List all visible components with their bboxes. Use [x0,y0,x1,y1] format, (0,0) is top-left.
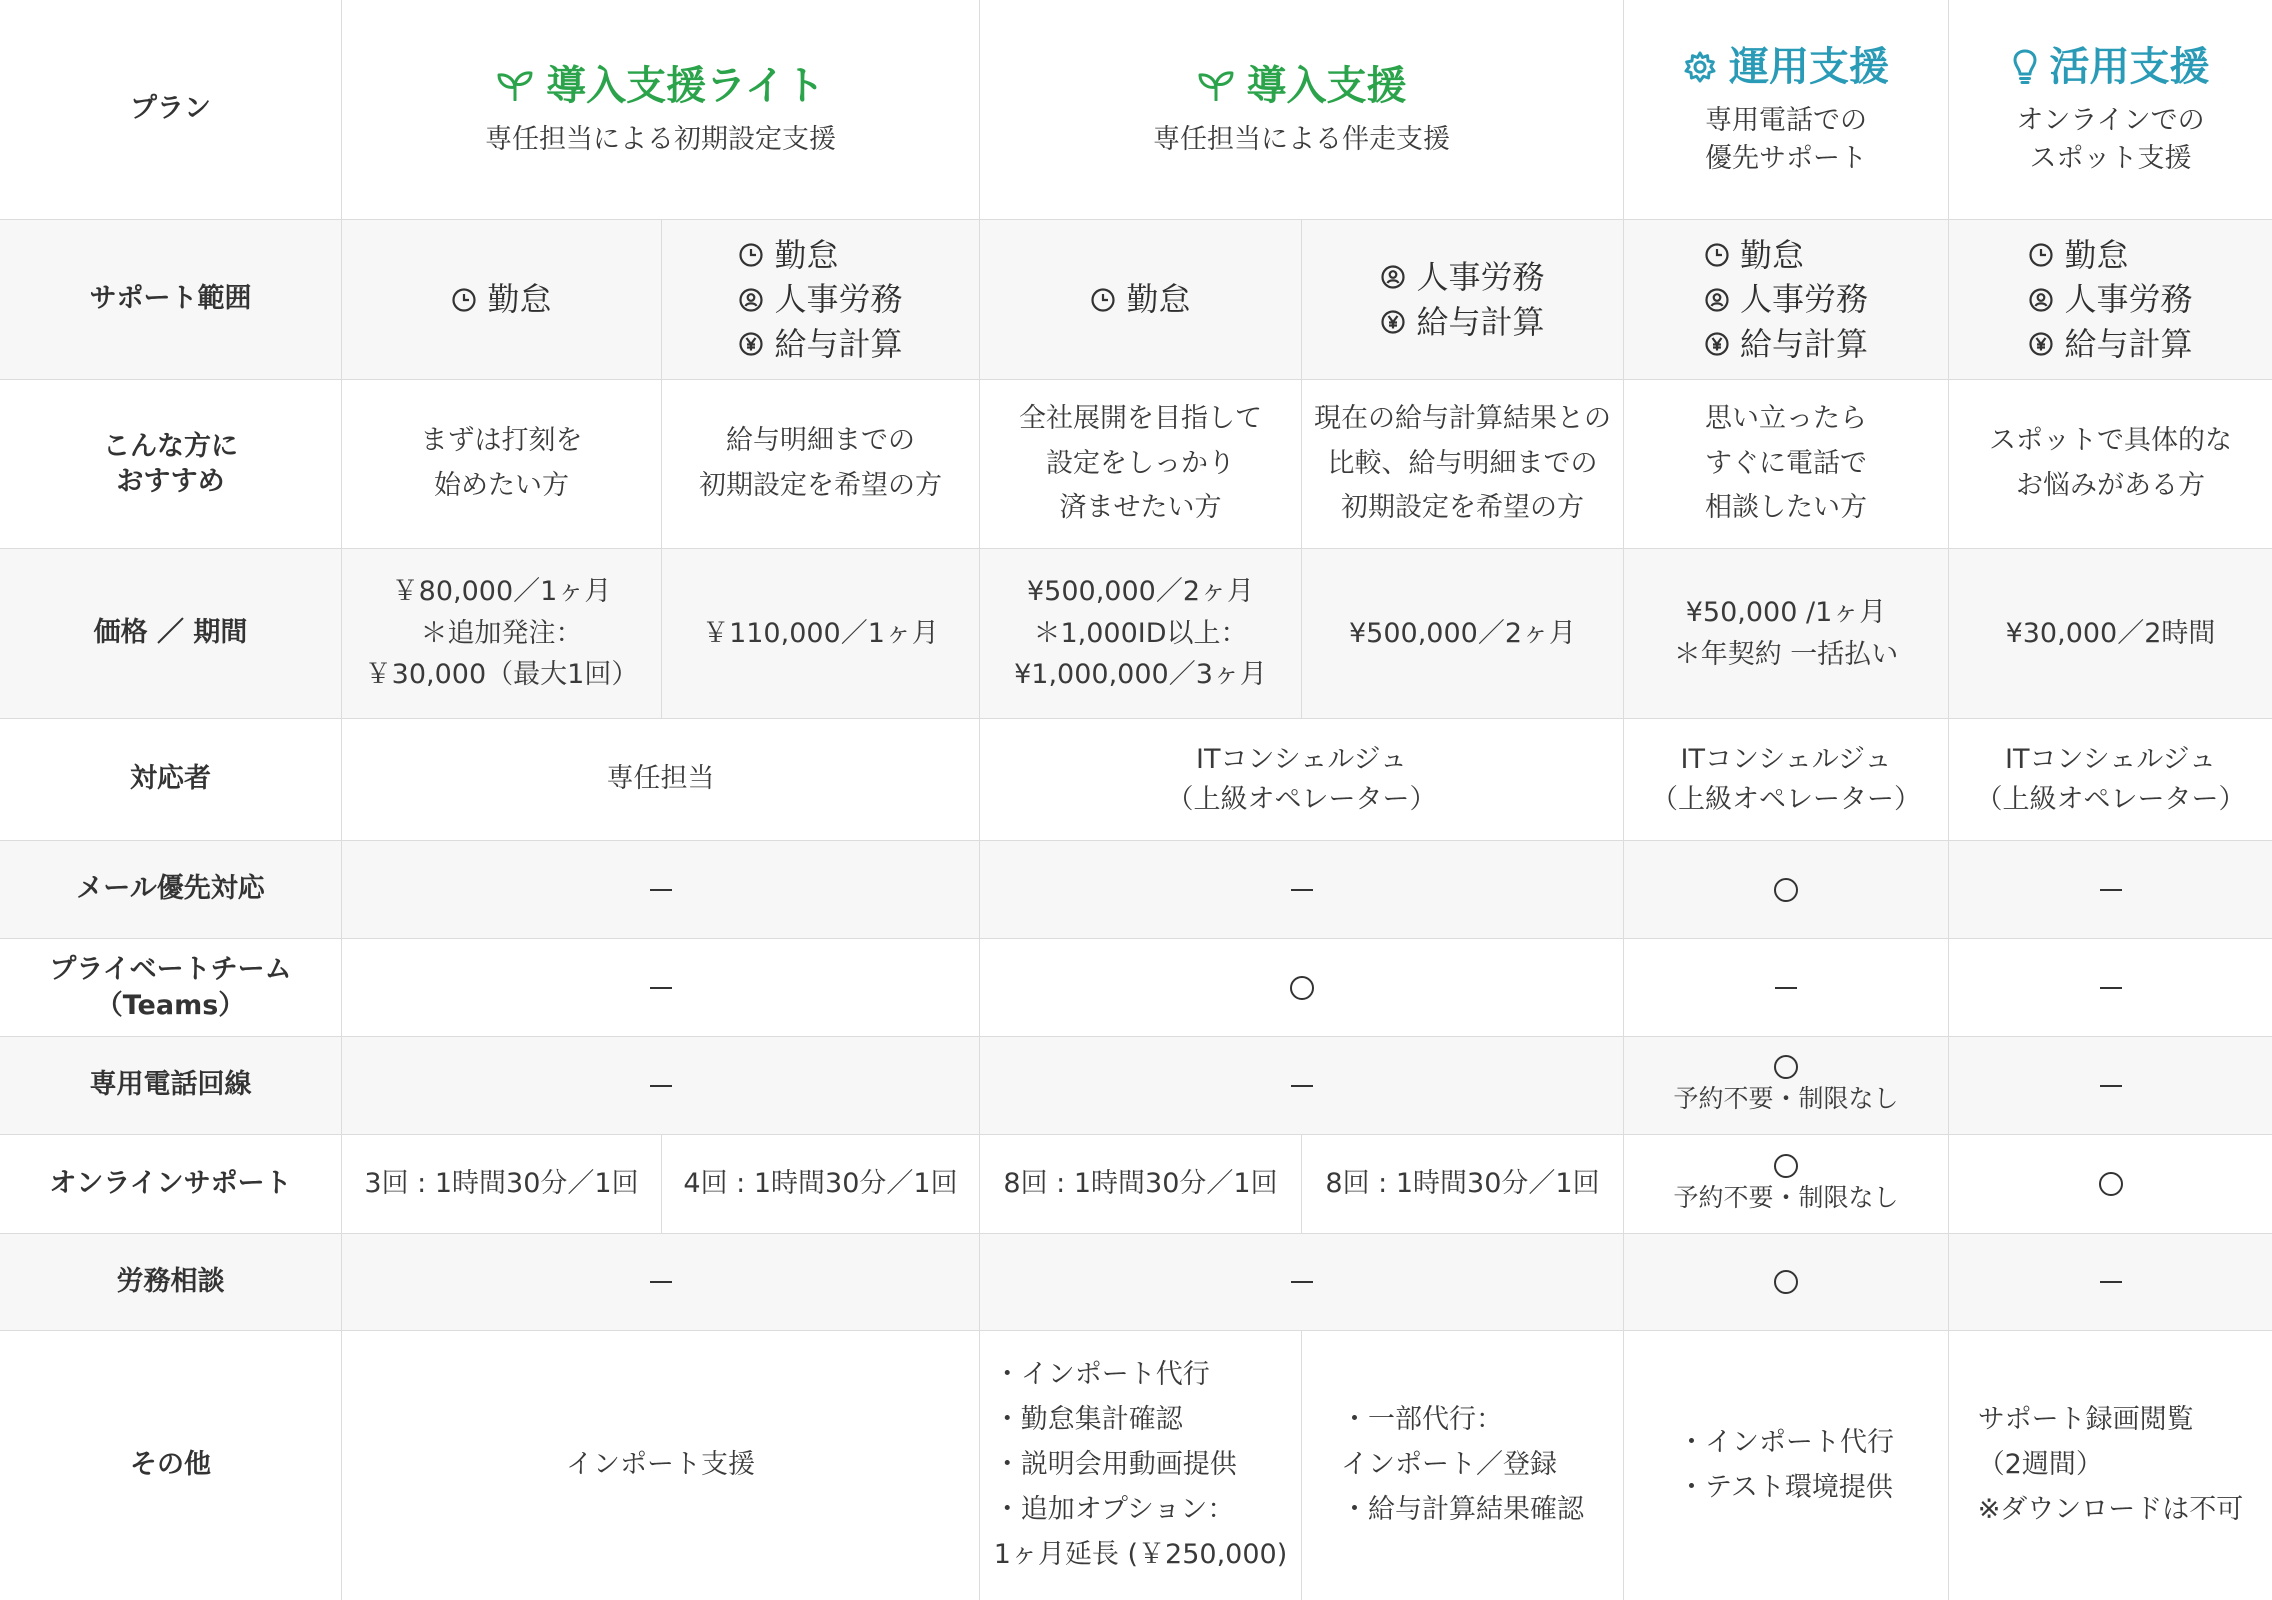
row-header-online-label: オンラインサポート [49,1167,292,1199]
plan-name: 導入支援 [1246,62,1407,109]
row-header-price-label: 価格 ／ 期間 [93,617,248,649]
other-line: インポート／登録 [1341,1449,1557,1481]
yen-icon [2028,331,2054,357]
recommend-line: 思い立ったら [1705,403,1867,435]
row-header-line: プライベートチーム [49,954,292,986]
responder-cell-utilization [1949,719,2272,841]
other-cell-intro-a [980,1331,1302,1600]
teams-cell-lite [342,939,980,1037]
plan-name: 導入支援ライト [546,62,825,109]
recommend-cell-utilization [1949,380,2272,549]
teams-cell-utilization [1949,939,2272,1037]
row-header-line: おすすめ [116,466,225,497]
recommend-cell-lite-a [342,380,662,549]
row-header-phone [0,1037,342,1135]
unavailable-dash [1291,1085,1313,1087]
person-icon [1380,264,1406,290]
responder-line: ITコンシェルジュ [1195,744,1408,776]
scope-label: 人事労務 [774,280,903,319]
clock-icon [451,287,477,313]
other-line: 1ヶ月延長 (￥250,000) [993,1538,1288,1570]
scope-item-attendance [1090,277,1190,321]
scope-label: 人事労務 [2064,280,2193,319]
scope-item-payroll [1704,322,1868,366]
scope-label: 勤怠 [774,236,839,275]
row-header-line: （Teams） [95,989,246,1021]
other-line: ※ダウンロードは不可 [1977,1493,2244,1525]
price-line: ＊1,000ID以上： [1033,617,1248,649]
scope-item-payroll [1380,300,1544,344]
person-icon [2028,287,2054,313]
gear-icon [1683,50,1717,84]
scope-item-hr [1704,277,1868,321]
row-header-responder-label: 対応者 [130,763,211,795]
row-header-phone-label: 専用電話回線 [89,1069,252,1101]
recommend-line: 全社展開を目指して [1019,403,1262,435]
recommend-line: 済ませたい方 [1059,492,1222,524]
recommend-line: 給与明細までの [726,425,915,457]
plan-description [2016,102,2204,178]
available-circle [1290,976,1314,1000]
recommend-line: まずは打刻を [420,425,583,457]
recommend-cell-operation [1624,380,1949,549]
labor-cell-utilization [1949,1234,2272,1331]
plan-title-utilization [2012,42,2210,92]
scope-label: 勤怠 [2064,236,2129,275]
teams-cell-operation [1624,939,1949,1037]
other-line: ・説明会用動画提供 [993,1449,1237,1481]
mail-cell-intro [980,841,1624,939]
phone-cell-lite [342,1037,980,1135]
other-line: ・インポート代行 [993,1359,1210,1391]
yen-icon [738,331,764,357]
scope-label: 人事労務 [1416,258,1545,297]
person-icon [1704,287,1730,313]
responder-line: （上級オペレーター） [1166,783,1437,815]
teams-cell-intro [980,939,1624,1037]
mail-cell-lite [342,841,980,939]
other-line: ・一部代行： [1341,1404,1503,1436]
other-line: インポート支援 [566,1449,755,1481]
row-header-labor [0,1234,342,1331]
scope-label: 給与計算 [774,324,903,363]
recommend-line: 現在の給与計算結果との [1314,403,1611,435]
recommend-line: 相談したい方 [1705,492,1867,524]
other-cell-intro-b [1302,1331,1624,1600]
price-line: ¥500,000／2ヶ月 [1026,575,1254,607]
recommend-cell-intro-a [980,380,1302,549]
row-header-scope-label: サポート範囲 [89,283,252,315]
scope-item-attendance [2028,233,2128,277]
available-circle [1774,1154,1798,1178]
other-cell-operation [1624,1331,1949,1600]
plan-title-intro-lite [496,61,825,111]
yen-icon [1380,309,1406,335]
responder-line: ITコンシェルジュ [1680,744,1892,776]
recommend-line: 初期設定を希望の方 [699,470,942,501]
sprout-icon [496,71,534,101]
price-line: ￥30,000（最大1回） [364,659,639,691]
scope-cell-intro-a [980,220,1302,380]
row-header-teams [0,939,342,1037]
unavailable-dash [2100,1281,2122,1283]
scope-item-payroll [2028,322,2192,366]
responder-cell-operation [1624,719,1949,841]
row-header-labor-label: 労務相談 [116,1265,225,1297]
unavailable-dash [650,1085,672,1087]
row-header-responder [0,719,342,841]
unavailable-dash [650,1281,672,1283]
recommend-line: 比較、給与明細までの [1327,447,1598,479]
row-header-online [0,1135,342,1234]
plan-description: 専任担当による初期設定支援 [485,123,836,155]
scope-item-hr [1380,255,1544,299]
scope-item-payroll [738,322,902,366]
row-header-mail-label: メール優先対応 [76,873,265,905]
responder-line: 専任担当 [606,763,715,795]
recommend-cell-lite-b [662,380,980,549]
available-circle [1774,1270,1798,1294]
scope-label: 勤怠 [1126,280,1191,319]
other-line: サポート録画閲覧 [1977,1404,2194,1436]
scope-item-attendance [451,277,551,321]
other-line: ・給与計算結果確認 [1341,1493,1584,1525]
responder-cell-lite [342,719,980,841]
unavailable-dash [2100,1085,2122,1087]
unavailable-dash [650,889,672,891]
online-value: 3回 : 1時間30分／1回 [364,1167,639,1199]
online-cell-operation [1624,1135,1949,1234]
scope-label: 給与計算 [1416,302,1545,341]
recommend-cell-intro-b [1302,380,1624,549]
plan-header-operation [1624,0,1949,220]
online-value: 8回 : 1時間30分／1回 [1325,1167,1600,1199]
scope-label: 給与計算 [2064,324,2193,363]
plan-header-intro [980,0,1624,220]
online-value: 8回 : 1時間30分／1回 [1003,1167,1278,1199]
scope-item-hr [738,277,902,321]
phone-note: 予約不要・制限なし [1673,1084,1899,1114]
recommend-line: スポットで具体的な [1989,425,2232,457]
other-line: ・テスト環境提供 [1678,1471,1893,1503]
plan-name: 活用支援 [2049,43,2210,90]
labor-cell-lite [342,1234,980,1331]
plan-description-line: オンラインでの [2016,104,2205,136]
clock-icon [738,242,764,268]
price-cell-utilization [1949,549,2272,719]
price-line: ＊追加発注： [420,617,583,649]
scope-label: 人事労務 [1739,280,1868,319]
scope-item-attendance [738,233,838,277]
labor-cell-intro [980,1234,1624,1331]
responder-line: （上級オペレーター） [1975,783,2246,815]
scope-label: 勤怠 [487,280,552,319]
plan-header-utilization [1949,0,2272,220]
plan-description-line: 専用電話での [1705,104,1867,136]
phone-cell-operation [1624,1037,1949,1135]
price-line: ¥30,000／2時間 [2005,617,2216,649]
scope-label: 勤怠 [1739,236,1804,275]
row-header-other-label: その他 [130,1449,211,1481]
price-line: ¥50,000 /1ヶ月 [1685,596,1887,628]
labor-cell-operation [1624,1234,1949,1331]
unavailable-dash [2100,889,2122,891]
recommend-line: 始めたい方 [434,470,569,501]
price-cell-intro-a [980,549,1302,719]
unavailable-dash [1291,889,1313,891]
plan-description-line: 優先サポート [1705,142,1867,174]
online-cell-utilization [1949,1135,2272,1234]
person-icon [738,287,764,313]
plan-title-intro [1197,61,1407,111]
price-line: ￥80,000／1ヶ月 [391,575,612,607]
clock-icon [1704,242,1730,268]
row-header-plan [0,0,342,220]
price-line: ￥110,000／1ヶ月 [702,617,939,649]
available-circle [1774,878,1798,902]
other-line: ・追加オプション： [993,1493,1235,1525]
available-circle [2099,1172,2123,1196]
other-cell-lite [342,1331,980,1600]
plan-name: 運用支援 [1729,43,1889,90]
other-cell-utilization [1949,1331,2272,1600]
available-circle [1774,1055,1798,1079]
other-line: ・インポート代行 [1678,1426,1894,1458]
plan-description: 専任担当による伴走支援 [1153,123,1450,155]
phone-cell-utilization [1949,1037,2272,1135]
clock-icon [2028,242,2054,268]
unavailable-dash [1291,1281,1313,1283]
clock-icon [1090,287,1116,313]
scope-item-attendance [1704,233,1804,277]
unavailable-dash [650,987,672,989]
row-header-other [0,1331,342,1600]
mail-cell-utilization [1949,841,2272,939]
recommend-line: 初期設定を希望の方 [1341,492,1584,524]
sprout-icon [1197,71,1235,101]
row-header-line: こんな方に [103,430,238,462]
mail-cell-operation [1624,841,1949,939]
phone-cell-intro [980,1037,1624,1135]
scope-item-hr [2028,277,2192,321]
price-cell-operation [1624,549,1949,719]
recommend-line: 設定をしっかり [1046,447,1235,479]
other-line: （2週間） [1977,1449,2103,1481]
responder-cell-intro [980,719,1624,841]
plan-description-line: スポット支援 [2029,142,2192,174]
plan-description [1705,102,1867,178]
scope-cell-operation [1624,220,1949,380]
unavailable-dash [2100,987,2122,989]
responder-line: （上級オペレーター） [1651,783,1921,815]
price-line: ¥500,000／2ヶ月 [1348,617,1576,649]
scope-cell-lite-b [662,220,980,380]
row-header-price [0,549,342,719]
online-value: 4回 : 1時間30分／1回 [683,1167,958,1199]
scope-label: 給与計算 [1739,324,1868,363]
unavailable-dash [1775,987,1797,989]
plan-header-intro-lite [342,0,980,220]
price-line: ¥1,000,000／3ヶ月 [1014,659,1267,691]
responder-line: ITコンシェルジュ [2004,744,2217,776]
other-line: ・勤怠集計確認 [993,1404,1183,1436]
row-header-plan-label: プラン [130,93,211,125]
online-note: 予約不要・制限なし [1673,1182,1899,1212]
online-cell-lite-a [342,1135,662,1234]
scope-cell-utilization [1949,220,2272,380]
row-header-recommend [0,380,342,549]
price-cell-lite-b [662,549,980,719]
online-cell-intro-b [1302,1135,1624,1234]
row-header-mail [0,841,342,939]
scope-cell-lite-a [342,220,662,380]
recommend-line: すぐに電話で [1705,447,1867,479]
yen-icon [1704,331,1730,357]
plan-title-operation [1683,42,1889,92]
price-line: ＊年契約 一括払い [1673,638,1899,670]
row-header-scope [0,220,342,380]
price-cell-lite-a [342,549,662,719]
scope-cell-intro-b [1302,220,1624,380]
online-cell-lite-b [662,1135,980,1234]
recommend-line: お悩みがある方 [2016,470,2205,501]
price-cell-intro-b [1302,549,1624,719]
lightbulb-icon [2012,49,2038,85]
online-cell-intro-a [980,1135,1302,1234]
